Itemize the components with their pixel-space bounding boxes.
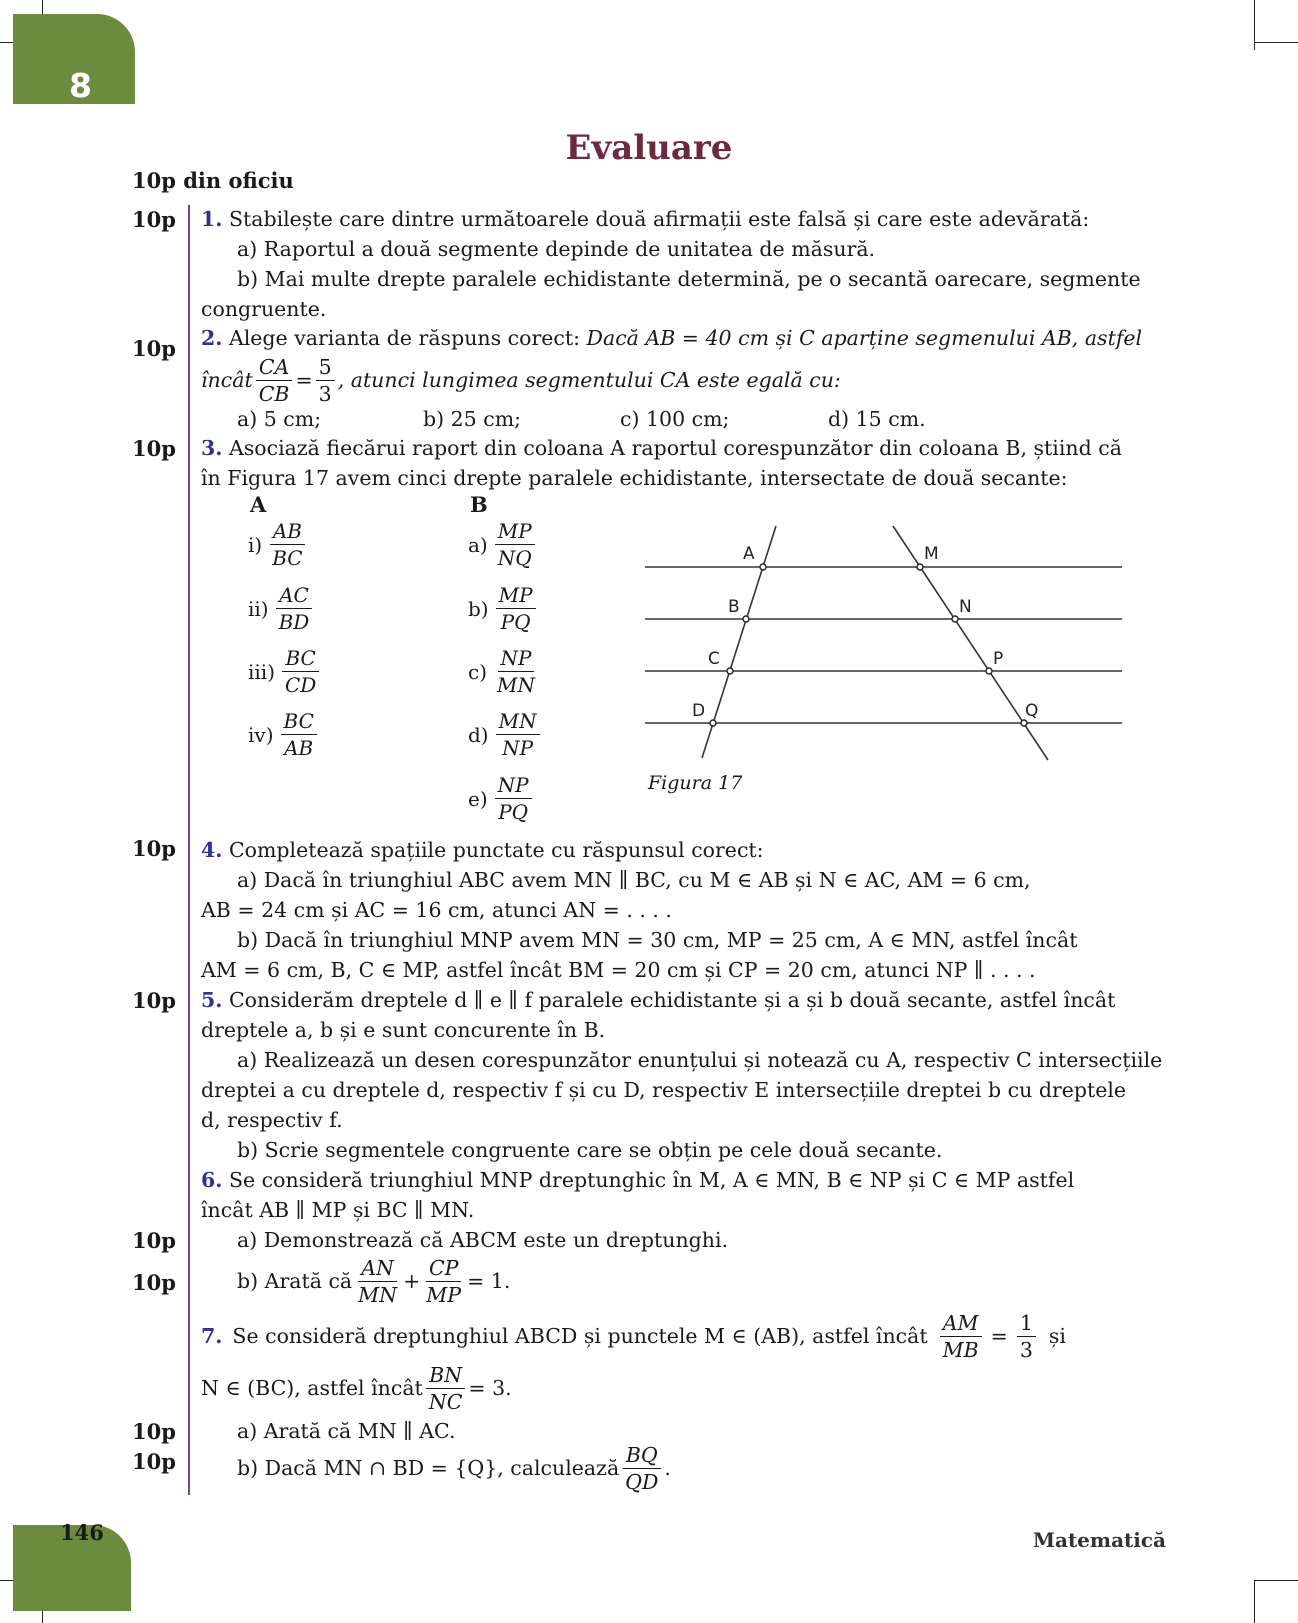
q7-fraction-bq-qd: $\frac{BQ}{QD}$ <box>622 1442 661 1495</box>
page-title: Evaluare <box>565 128 733 168</box>
q2-fraction-5-3: $\frac{5}{3}$ <box>316 354 335 407</box>
subject-footer: Matematică <box>1032 1528 1166 1552</box>
q2-stem: Alege varianta de răspuns corect: <box>228 326 587 350</box>
q7-fraction-am-mb: $\frac{AM}{MB}$ <box>940 1310 982 1363</box>
points-q7a: 10p <box>132 1419 176 1444</box>
label-q: Q <box>1025 701 1039 721</box>
q1-number: 1. <box>201 207 223 231</box>
label-p: P <box>993 649 1004 669</box>
q2-number: 2. <box>201 326 223 350</box>
q2-option-d: d) 15 cm. <box>828 407 926 431</box>
chapter-tab <box>13 14 135 104</box>
figure-17 <box>640 520 1130 770</box>
q5-line2: dreptele a, b și e sunt concurente în B. <box>201 1018 606 1042</box>
crop-mark <box>1254 42 1298 43</box>
points-q2: 10p <box>132 336 176 361</box>
col-b-item: a) $\frac{MP}{NQ}$ <box>468 518 538 571</box>
q7-fraction-1-3: $\frac{1}{3}$ <box>1017 1310 1036 1363</box>
q5-a-line1: a) Realizează un desen corespunzător enunțului și notează cu A, respectiv C intersecțiile <box>237 1048 1163 1072</box>
label-d: D <box>692 701 706 721</box>
q2-fraction-line: încât $\frac{CA}{CB}$ = $\frac{5}{3}$ , atunci lungimea segmentului CA este egală cu: <box>201 352 841 408</box>
q2-option-a: a) 5 cm; <box>237 407 322 431</box>
q1-stem-line <box>201 204 1089 234</box>
q5-number: 5. <box>201 988 223 1012</box>
label-m: M <box>924 544 939 564</box>
crop-mark <box>1254 1580 1298 1581</box>
page-number: 146 <box>60 1520 104 1545</box>
q7-line2: N ∈ (BC), astfel încât $\frac{BN}{NC}$ = 3. <box>201 1362 512 1414</box>
col-b-item: b) $\frac{MP}{PQ}$ <box>468 582 539 635</box>
q2-fraction-ca-cb: $\frac{CA}{CB}$ <box>256 354 293 407</box>
point-m <box>917 564 923 570</box>
q4-stem-line <box>201 835 764 865</box>
q3-stem-line2: în Figura 17 avem cinci drepte paralele echidistante, intersectate de două secante: <box>201 466 1068 490</box>
q6-number: 6. <box>201 1168 223 1192</box>
q7-fraction-bn-nc: $\frac{BN}{NC}$ <box>426 1362 466 1415</box>
q3-number: 3. <box>201 436 223 460</box>
q5-a-line2: dreptei a cu dreptele d, respectiv f și cu D, respectiv E intersecțiile dreptei b cu dreptele <box>201 1078 1127 1102</box>
q3-stem1: Asociază fiecărui raport din coloana A raportul corespunzător din coloana B, știind că <box>228 436 1122 460</box>
points-q5: 10p <box>132 988 176 1013</box>
label-c: C <box>708 649 720 669</box>
point-p <box>986 668 992 674</box>
col-a-item: iii) $\frac{BC}{CD}$ <box>248 645 322 698</box>
col-a-item: iv) $\frac{BC}{AB}$ <box>248 708 320 761</box>
q6-line1 <box>201 1165 1074 1195</box>
q2-option-b: b) 25 cm; <box>423 407 522 431</box>
q3-stem-line1 <box>201 433 1122 463</box>
oficiu-points: 10p din oficiu <box>132 168 294 193</box>
q4-b-line1: b) Dacă în triunghiul MNP avem MN = 30 cm, MP = 25 cm, A ∈ MN, astfel încât <box>237 928 1078 952</box>
chapter-number: 8 <box>69 66 92 105</box>
q2-stem-line <box>201 323 1142 353</box>
q7-line1: 7. Se consideră dreptunghiul ABCD și punctele M ∈ (AB), astfel încât $\frac{AM}{MB}$ = $\frac{1}{3}$ și <box>201 1308 1066 1364</box>
column-a-heading: A <box>250 492 267 517</box>
col-a-item: ii) $\frac{AC}{BD}$ <box>248 582 315 635</box>
q7-number: 7. <box>201 1324 223 1348</box>
margin-rule <box>188 205 190 1495</box>
column-b-heading: B <box>470 492 488 517</box>
col-b-item: c) $\frac{NP}{MN}$ <box>468 646 535 697</box>
q5-text1: Considerăm dreptele d ∥ e ∥ f paralele echidistante și a și b două secante, astfel încât <box>228 988 1116 1012</box>
q2-stem-italic: Dacă AB = 40 cm și C aparține segmenului AB, astfel <box>586 326 1143 350</box>
label-b: B <box>728 597 740 617</box>
point-d <box>710 720 716 726</box>
q2-text: încât <box>201 368 253 392</box>
q5-b: b) Scrie segmentele congruente care se obțin pe cele două secante. <box>237 1138 943 1162</box>
crop-mark <box>1254 0 1255 50</box>
q7-a: a) Arată că MN ∥ AC. <box>237 1419 456 1443</box>
q4-stem: Completează spațiile punctate cu răspunsul corect: <box>228 838 764 862</box>
points-q7b: 10p <box>132 1449 176 1474</box>
q6-line2: încât AB ∥ MP și BC ∥ MN. <box>201 1198 475 1222</box>
q4-b-line2: AM = 6 cm, B, C ∈ MP, astfel încât BM = 20 cm și CP = 20 cm, atunci NP ∥ . . . . <box>201 958 1036 982</box>
q6-fraction-an-mn: $\frac{AN}{MN}$ <box>358 1255 398 1307</box>
q1-option-b-line1: b) Mai multe drepte paralele echidistante determină, pe o secantă oarecare, segmente <box>237 267 1141 291</box>
crop-mark <box>1254 1580 1255 1623</box>
q6-a: a) Demonstrează că ABCM este un dreptunghi. <box>237 1228 729 1252</box>
figure-caption: Figura 17 <box>648 772 743 794</box>
point-a <box>760 564 766 570</box>
q1-option-a: a) Raportul a două segmente depinde de unitatea de măsură. <box>237 237 876 261</box>
point-c <box>727 668 733 674</box>
label-a: A <box>743 544 755 564</box>
q6-text1: Se consideră triunghiul MNP dreptunghic în M, A ∈ MN, B ∈ NP și C ∈ MP astfel <box>228 1168 1075 1192</box>
label-n: N <box>959 597 972 617</box>
points-q4: 10p <box>132 836 176 861</box>
point-b <box>743 616 749 622</box>
q1-option-b-line2: congruente. <box>201 297 327 321</box>
q2-text-end: , atunci lungimea segmentului CA este egală cu: <box>337 368 841 392</box>
q4-number: 4. <box>201 838 223 862</box>
q4-a-line1: a) Dacă în triunghiul ABC avem MN ∥ BC, cu M ∈ AB și N ∈ AC, AM = 6 cm, <box>237 868 1031 892</box>
q5-a-line3: d, respectiv f. <box>201 1108 343 1132</box>
points-q3: 10p <box>132 436 176 461</box>
col-b-item: d) $\frac{MN}{NP}$ <box>468 708 543 761</box>
points-q6a: 10p <box>132 1228 176 1253</box>
point-n <box>952 616 958 622</box>
col-a-item: i) $\frac{AB}{BC}$ <box>248 518 309 571</box>
q5-line1 <box>201 985 1115 1015</box>
q1-stem: Stabilește care dintre următoarele două afirmații este falsă și care este adevărată: <box>228 207 1090 231</box>
q2-option-c: c) 100 cm; <box>620 407 730 431</box>
q6-fraction-cp-mp: $\frac{CP}{MP}$ <box>426 1255 462 1307</box>
points-q1: 10p <box>132 207 176 232</box>
points-q6b: 10p <box>132 1270 176 1295</box>
q4-a-line2: AB = 24 cm și AC = 16 cm, atunci AN = . . . . <box>201 898 672 922</box>
q6-b-line: b) Arată că $\frac{AN}{MN}$ + $\frac{CP}{MP}$ = 1. <box>237 1255 511 1307</box>
col-b-item: e) $\frac{NP}{PQ}$ <box>468 772 535 825</box>
q7-b-line: b) Dacă MN ∩ BD = {Q}, calculează $\frac{BQ}{QD}$ . <box>237 1442 671 1494</box>
